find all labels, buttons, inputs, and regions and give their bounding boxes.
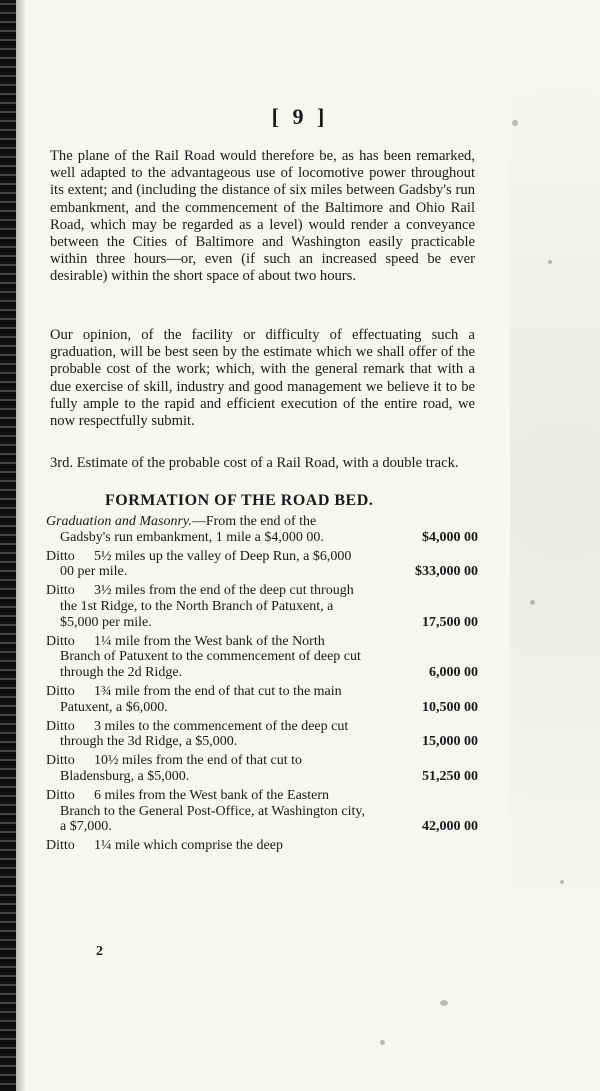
estimate-row [46,753,478,785]
estimate-description: 5½ miles up the valley of Deep Run, a $6,000 00 per mile. [60,548,352,580]
estimate-row [46,788,478,835]
estimate-amount: 6,000 00 [429,665,478,681]
estimate-amount: $33,000 00 [415,564,478,580]
estimate-amount: 51,250 00 [422,768,478,784]
ink-speck [548,260,552,264]
estimate-row [46,583,478,630]
estimate-row [46,838,478,854]
binding-shadow [16,0,26,1091]
ditto-label: Ditto [46,753,75,769]
estimate-amount: 42,000 00 [422,819,478,835]
ink-speck [530,600,535,605]
signature-mark: 2 [96,944,103,959]
estimate-amount: 10,500 00 [422,699,478,715]
section-heading: FORMATION OF THE ROAD BED. [105,492,374,509]
ditto-label: Ditto [46,718,75,734]
estimate-description: 1¼ mile which comprise the deep [94,838,283,854]
estimate-table [46,514,478,854]
paragraph-rail-road-plane: The plane of the Rail Road would therefore be, as has been remarked, well adapted to the advantageous use of locomotive power throughout its extent; and (including the distance of six miles between Gadsby's run embankment, and the commencement of the Baltimore and Ohio Rail Road, which may be regarded as a level) would render a conveyance between the Cities of Baltimore and Washington easily practicable within three hours—or, even (if such an increased speed be ever desirable) within the short space of about two hours. [50,148,475,285]
estimate-description: 1¾ mile from the end of that cut to the main Patuxent, a $6,000. [60,683,342,715]
ditto-label: Ditto [46,583,75,599]
estimate-description: 3 miles to the commencement of the deep cut through the 3d Ridge, a $5,000. [60,718,349,750]
estimate-amount: 15,000 00 [422,734,478,750]
estimate-amount: $4,000 00 [422,529,478,545]
estimate-description: 10½ miles from the end of that cut to Bladensburg, a $5,000. [60,753,303,784]
estimate-row [46,514,478,546]
ink-speck [440,1000,448,1006]
page-number: [ 9 ] [271,104,329,129]
estimate-description: 6 miles from the West bank of the Eastern Branch to the General Post-Office, at Washington city, a $7,000. [60,787,365,835]
estimate-description: —From the end of the Gadsby's run embankment, 1 mile a $4,000 00. [60,514,324,545]
book-binding [0,0,16,1091]
ditto-label: Ditto [46,683,75,699]
ditto-label: Ditto [46,633,75,649]
estimate-description: 1¼ mile from the West bank of the North Branch of Patuxent to the commencement of deep cut through the 2d Ridge. [60,633,361,681]
estimate-description: 3½ miles from the end of the deep cut through the 1st Ridge, to the North Branch of Patuxent, a $5,000 per mile. [60,583,354,630]
ink-speck [560,880,564,884]
estimate-row [46,634,478,681]
estimate-row [46,549,478,581]
ink-speck [380,1040,385,1045]
ditto-label: Ditto [46,548,75,564]
ditto-label: Ditto [46,838,75,854]
ditto-label: Ditto [46,787,75,803]
estimate-row [46,684,478,716]
estimate-category: Graduation and Masonry. [46,514,192,529]
paragraph-opinion: Our opinion, of the facility or difficulty of effectuating such a graduation, will be best seen by the estimate which we shall offer of the probable cost of the work; which, with the general remark that with a due exercise of skill, industry and good management we believe it to be fully ample to the rapid and efficient execution of the entire road, we now respectfully submit. [50,327,475,430]
estimate-amount: 17,500 00 [422,614,478,630]
page-edge-stain [510,0,600,1091]
estimate-row [46,719,478,751]
paragraph-estimate-intro: 3rd. Estimate of the probable cost of a Rail Road, with a double track. [50,455,459,471]
